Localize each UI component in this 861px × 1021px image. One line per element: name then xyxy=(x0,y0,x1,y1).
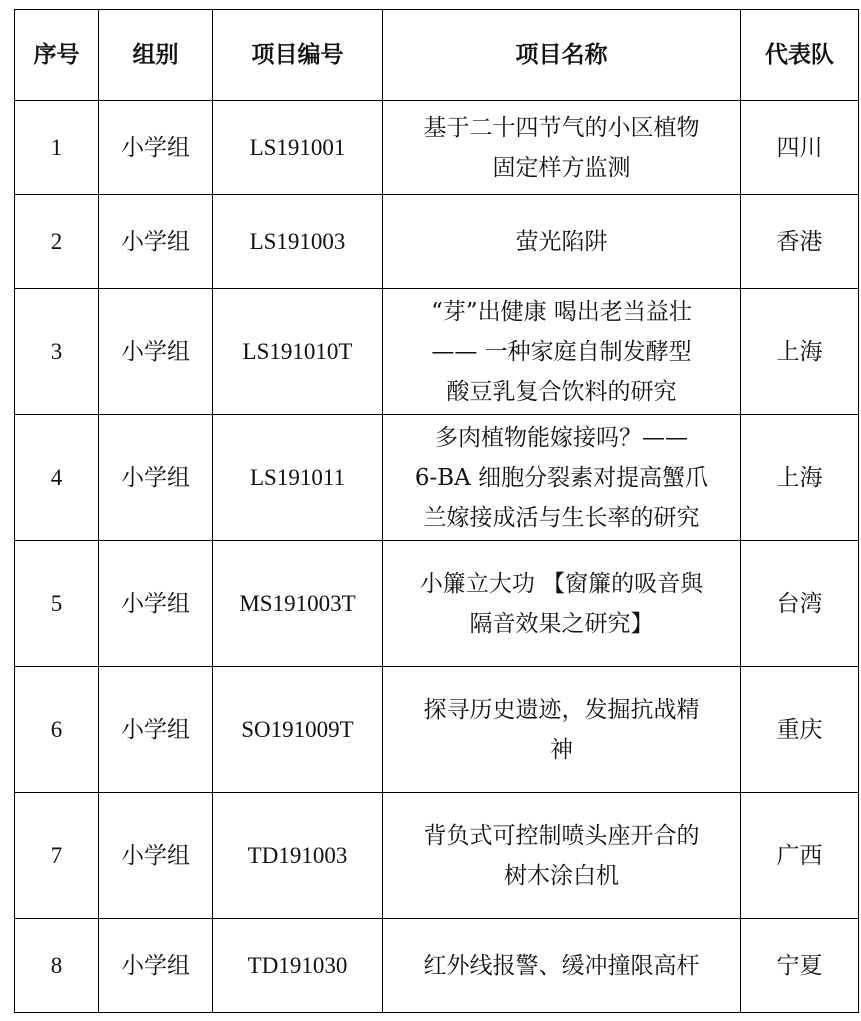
project-name-line: 神 xyxy=(550,736,573,763)
header-group: 组别 xyxy=(99,10,213,101)
row-name-cell xyxy=(383,919,741,1013)
row-name-cell xyxy=(383,793,741,919)
header-code: 项目编号 xyxy=(213,10,383,101)
row-index-cell: 5 xyxy=(15,541,99,667)
row-code-cell: MS191003T xyxy=(213,541,383,667)
project-name-line: 小簾立大功 【窗簾的吸音與 xyxy=(419,570,704,597)
row-index-cell: 3 xyxy=(15,289,99,415)
row-team-cell: 台湾 xyxy=(741,541,859,667)
project-name-line: 红外线报警、缓冲撞限高杆 xyxy=(423,952,700,979)
table-row xyxy=(15,667,859,793)
row-group-cell: 小学组 xyxy=(99,289,213,415)
project-name-line: —— 一种家庭自制发酵型 xyxy=(431,338,692,365)
row-name-cell xyxy=(383,101,741,195)
row-name-cell xyxy=(383,667,741,793)
header-index: 序号 xyxy=(15,10,99,101)
project-name-line: 萤光陷阱 xyxy=(515,228,608,255)
project-name-line: 探寻历史遗迹，发掘抗战精 xyxy=(423,696,700,723)
project-name-line: 背负式可控制喷头座开合的 xyxy=(423,822,700,849)
table-body xyxy=(15,101,859,1013)
row-team-cell: 宁夏 xyxy=(741,919,859,1013)
header-name: 项目名称 xyxy=(383,10,741,101)
row-name-cell xyxy=(383,415,741,541)
row-group-cell: 小学组 xyxy=(99,667,213,793)
project-name-line: “芽”出健康 喝出老当益壮 xyxy=(431,298,692,325)
table-row xyxy=(15,919,859,1013)
row-group-cell: 小学组 xyxy=(99,195,213,289)
table-row xyxy=(15,101,859,195)
project-table xyxy=(14,9,859,1013)
row-index-cell: 6 xyxy=(15,667,99,793)
project-name-line: 固定样方监测 xyxy=(492,154,631,181)
project-name-line: 隔音效果之研究】 xyxy=(469,610,654,637)
row-index-cell: 7 xyxy=(15,793,99,919)
project-name-line: 兰嫁接成活与生长率的研究 xyxy=(423,504,700,531)
row-group-cell: 小学组 xyxy=(99,541,213,667)
row-index-cell: 1 xyxy=(15,101,99,195)
project-name-line: 多肉植物能嫁接吗？—— xyxy=(435,424,688,451)
row-code-cell: LS191010T xyxy=(213,289,383,415)
row-team-cell: 上海 xyxy=(741,415,859,541)
table-row xyxy=(15,541,859,667)
project-name-line: 树木涂白机 xyxy=(504,862,619,889)
row-team-cell: 香港 xyxy=(741,195,859,289)
row-code-cell: LS191001 xyxy=(213,101,383,195)
row-team-cell: 四川 xyxy=(741,101,859,195)
row-group-cell: 小学组 xyxy=(99,919,213,1013)
project-name-line: 6-BA 细胞分裂素对提高蟹爪 xyxy=(414,464,709,491)
row-code-cell: TD191030 xyxy=(213,919,383,1013)
row-team-cell: 广西 xyxy=(741,793,859,919)
header-row xyxy=(15,10,859,101)
row-code-cell: SO191009T xyxy=(213,667,383,793)
row-code-cell: TD191003 xyxy=(213,793,383,919)
table-row xyxy=(15,289,859,415)
row-team-cell: 重庆 xyxy=(741,667,859,793)
table-header xyxy=(15,10,859,101)
row-group-cell: 小学组 xyxy=(99,101,213,195)
row-name-cell xyxy=(383,289,741,415)
row-code-cell: LS191003 xyxy=(213,195,383,289)
table-row xyxy=(15,793,859,919)
project-name-line: 基于二十四节气的小区植物 xyxy=(423,114,700,141)
header-team: 代表队 xyxy=(741,10,859,101)
project-name-line: 酸豆乳复合饮料的研究 xyxy=(446,378,677,405)
row-index-cell: 2 xyxy=(15,195,99,289)
row-name-cell xyxy=(383,541,741,667)
row-team-cell: 上海 xyxy=(741,289,859,415)
row-group-cell: 小学组 xyxy=(99,793,213,919)
row-index-cell: 4 xyxy=(15,415,99,541)
row-name-cell xyxy=(383,195,741,289)
row-group-cell: 小学组 xyxy=(99,415,213,541)
row-code-cell: LS191011 xyxy=(213,415,383,541)
table-row xyxy=(15,195,859,289)
table-row xyxy=(15,415,859,541)
row-index-cell: 8 xyxy=(15,919,99,1013)
